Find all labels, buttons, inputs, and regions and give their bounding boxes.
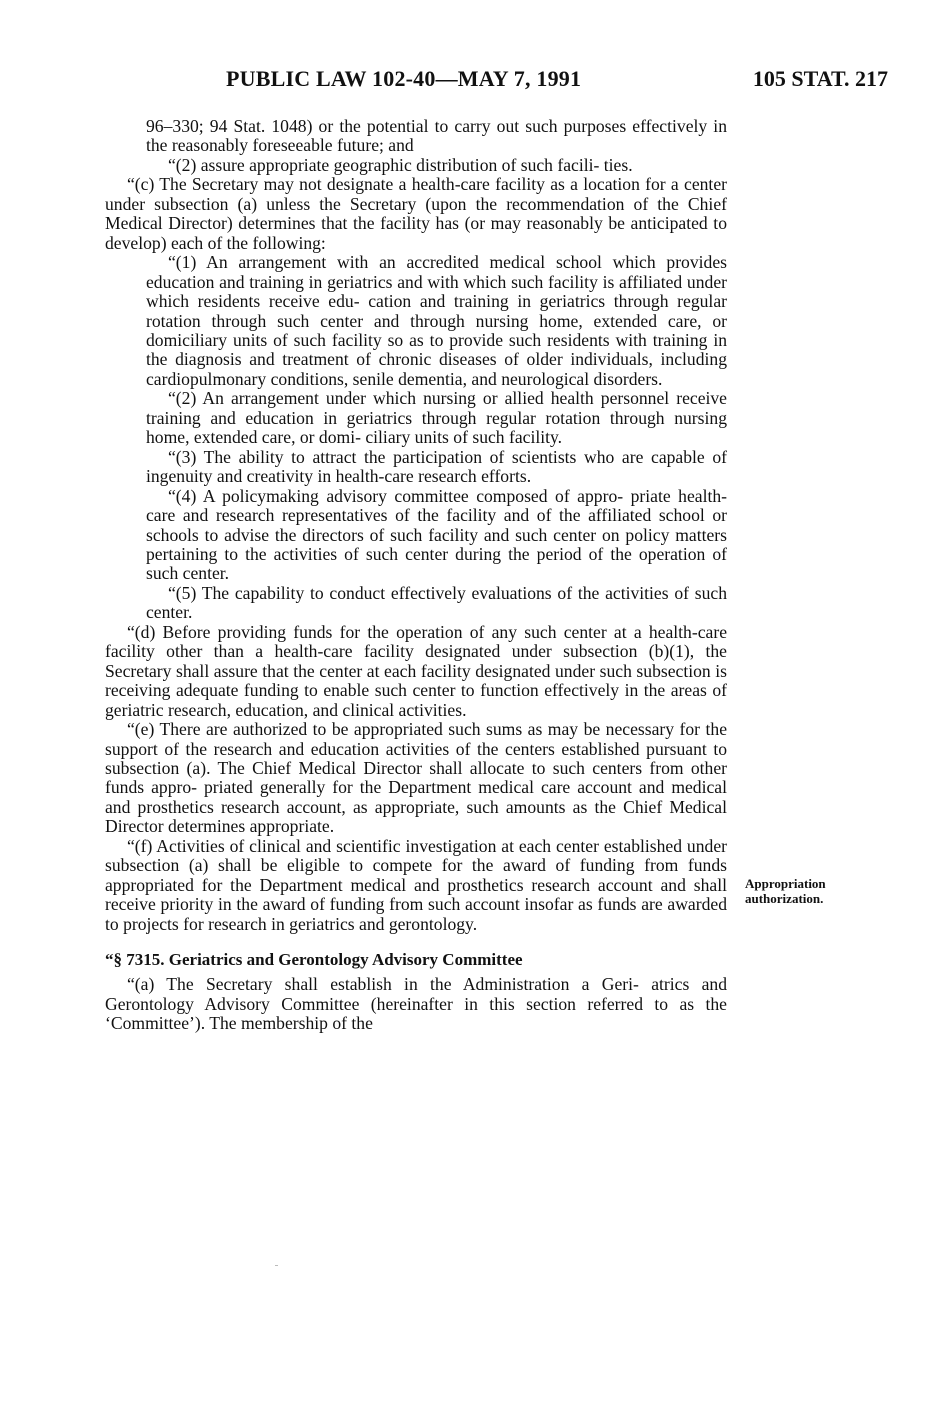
paragraph-c-3: “(3) The ability to attract the participation of scientists who are capable of ingenuity and creativity in health-care research efforts.: [146, 446, 727, 487]
body-text: [105, 117, 727, 1034]
paragraph-7315-a: “(a) The Secretary shall establish in the Administration a Geri- atrics and Gerontology Advisory Committee (hereinafter in this section referred to as the ‘Committee’). The membership of the: [105, 974, 727, 1034]
scan-speck: [275, 1265, 278, 1266]
paragraph-c: “(c) The Secretary may not designate a health-care facility as a location for a center under subsection (a) unless the Secretary (upon the recommendation of the Chief Medical Director) determines that the facility has (or may reasonably be anticipated to develop) each of the following:: [105, 174, 727, 253]
page-header-title: PUBLIC LAW 102-40—MAY 7, 1991: [226, 66, 582, 91]
paragraph-f: “(f) Activities of clinical and scientific investigation at each center established under subsection (a) shall be eligible to compete for the award of funding from funds appropriated for the Department medical and prosthetics research account and shall receive priority in the award of funding from such account insofar as funds are awarded to projects for research in geriatrics and gerontology.: [105, 835, 727, 934]
margin-note: Appropriation authorization.: [745, 876, 826, 906]
paragraph-c-1: “(1) An arrangement with an accredited medical school which provides education and training in geriatrics and with which such facility is affiliated under which residents receive edu- cation and training in geriatrics through regular rotation through such center and through nursing home, extended care, or domiciliary units of such facility so as to provide such residents with training in the diagnosis and treatment of chronic diseases of older individuals, including cardiopulmonary conditions, senile dementia, and neurological disorders.: [146, 252, 727, 389]
paragraph-d: “(d) Before providing funds for the operation of any such center at a health-care facility other than a health-care facility designated under subsection (b)(1), the Secretary shall assure that the center at each facility designated under such subsection is receiving adequate funding to enable such center to function effectively in the areas of geriatric research, education, and clinical activities.: [105, 621, 727, 720]
paragraph-2: “(2) assure appropriate geographic distribution of such facili- ties.: [168, 154, 633, 175]
paragraph-c-4: “(4) A policymaking advisory committee composed of appro- priate health-care and research representatives of the facility and of the affiliated school or schools to advise the directors of such facility and such center on policy matters pertaining to the activities of such center during the period of the operation of such center.: [146, 485, 727, 584]
page-header-stat: 105 STAT. 217: [752, 66, 888, 91]
paragraph-c-5: “(5) The capability to conduct effectively evaluations of the activities of such center.: [146, 582, 727, 623]
paragraph-c-2: “(2) An arrangement under which nursing or allied health personnel receive training and education in geriatrics through regular rotation through nursing home, extended care, or domi- ciliary units of such facility.: [146, 388, 727, 448]
section-heading: “§ 7315. Geriatrics and Gerontology Advisory Committee: [105, 950, 523, 970]
paragraph-continuation: 96–330; 94 Stat. 1048) or the potential to carry out such purposes effectively in the reasonably foreseeable future; and: [146, 116, 727, 156]
paragraph-e: “(e) There are authorized to be appropriated such sums as may be necessary for the support of the research and education activities of the centers established pursuant to subsection (a). The Chief Medical Director shall allocate to such centers from other funds appro- priated generally for the Department medical care account and medical and prosthetics research account, as appropriate, such amounts as the Chief Medical Director determines appropriate.: [105, 719, 727, 837]
